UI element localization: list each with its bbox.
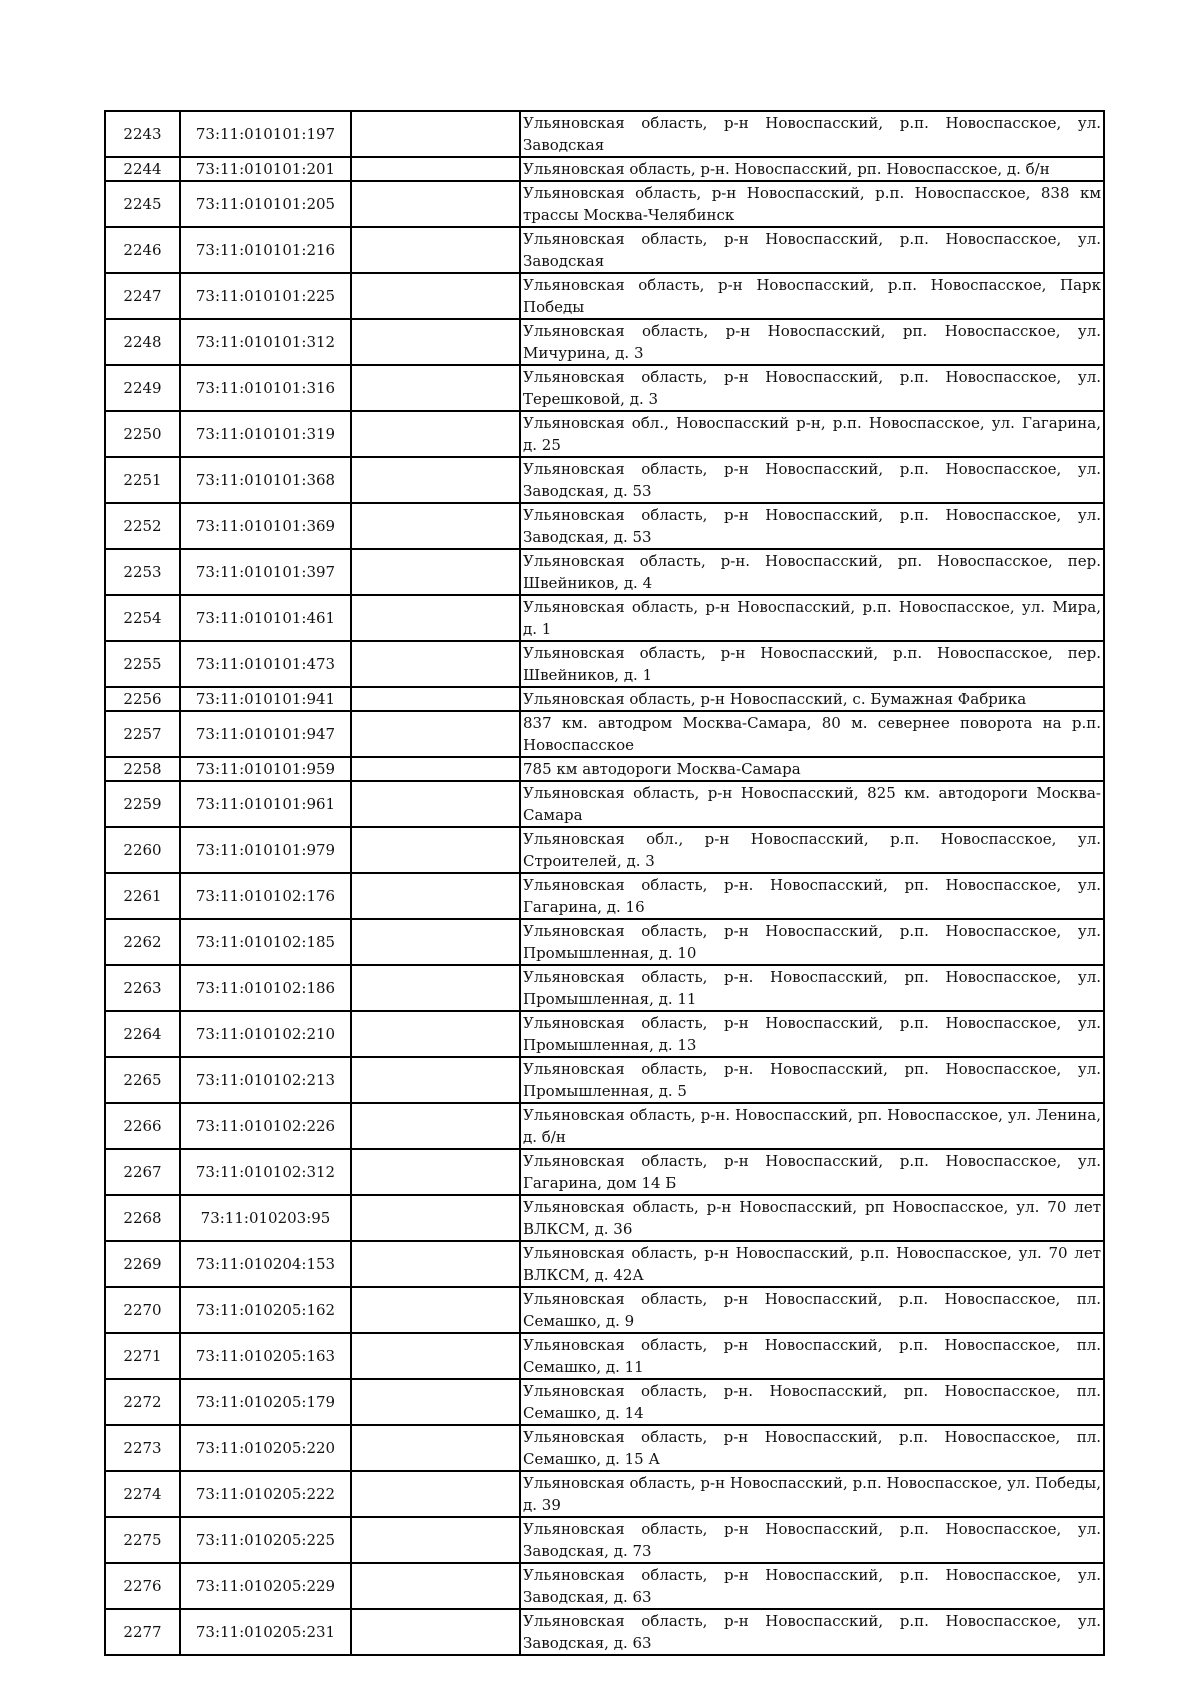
table-row	[105, 111, 1104, 157]
row-number-cell: 2265	[105, 1057, 180, 1103]
table-body	[105, 111, 1104, 1655]
table-row	[105, 919, 1104, 965]
row-number-cell: 2269	[105, 1241, 180, 1287]
cadastral-number-cell: 73:11:010102:312	[180, 1149, 351, 1195]
cadastral-number-cell: 73:11:010101:319	[180, 411, 351, 457]
cadastral-number-cell: 73:11:010205:231	[180, 1609, 351, 1655]
cadastral-number-cell: 73:11:010205:162	[180, 1287, 351, 1333]
row-number-cell: 2262	[105, 919, 180, 965]
empty-cell	[351, 1517, 520, 1563]
empty-cell	[351, 411, 520, 457]
table-row	[105, 757, 1104, 781]
empty-cell	[351, 1333, 520, 1379]
cadastral-number-cell: 73:11:010101:959	[180, 757, 351, 781]
table-row	[105, 503, 1104, 549]
row-number-cell: 2263	[105, 965, 180, 1011]
address-cell: Ульяновская область, р-н Новоспасский, р.п. Новоспасское, ул. Промышленная, д. 10	[520, 919, 1104, 965]
cadastral-number-cell: 73:11:010101:216	[180, 227, 351, 273]
cadastral-number-cell: 73:11:010101:316	[180, 365, 351, 411]
empty-cell	[351, 965, 520, 1011]
empty-cell	[351, 711, 520, 757]
row-number-cell: 2245	[105, 181, 180, 227]
table-row	[105, 157, 1104, 181]
cadastral-number-cell: 73:11:010101:473	[180, 641, 351, 687]
row-number-cell: 2247	[105, 273, 180, 319]
row-number-cell: 2274	[105, 1471, 180, 1517]
empty-cell	[351, 1195, 520, 1241]
empty-cell	[351, 181, 520, 227]
address-cell: Ульяновская область, р-н Новоспасский, р.п. Новоспасское, пл. Семашко, д. 15 А	[520, 1425, 1104, 1471]
address-cell: Ульяновская область, р-н Новоспасский, р.п. Новоспасское, пер. Швейников, д. 1	[520, 641, 1104, 687]
empty-cell	[351, 157, 520, 181]
address-cell: Ульяновская обл., р-н Новоспасский, р.п. Новоспасское, ул. Строителей, д. 3	[520, 827, 1104, 873]
empty-cell	[351, 827, 520, 873]
address-cell: Ульяновская область, р-н Новоспасский, р.п. Новоспасское, пл. Семашко, д. 11	[520, 1333, 1104, 1379]
table-row	[105, 595, 1104, 641]
table-row	[105, 1379, 1104, 1425]
row-number-cell: 2277	[105, 1609, 180, 1655]
table-row	[105, 319, 1104, 365]
address-cell: 837 км. автодром Москва-Самара, 80 м. севернее поворота на р.п. Новоспасское	[520, 711, 1104, 757]
address-cell: Ульяновская область, р-н Новоспасский, р.п. Новоспасское, ул. Заводская, д. 73	[520, 1517, 1104, 1563]
table-row	[105, 711, 1104, 757]
empty-cell	[351, 1471, 520, 1517]
address-cell: Ульяновская область, р-н Новоспасский, р.п. Новоспасское, ул. Терешковой, д. 3	[520, 365, 1104, 411]
address-cell: Ульяновская область, р-н Новоспасский, рп Новоспасское, ул. 70 лет ВЛКСМ, д. 36	[520, 1195, 1104, 1241]
table-row	[105, 1517, 1104, 1563]
cadastral-number-cell: 73:11:010102:185	[180, 919, 351, 965]
address-cell: Ульяновская область, р-н. Новоспасский, рп. Новоспасское, пл. Семашко, д. 14	[520, 1379, 1104, 1425]
cadastral-number-cell: 73:11:010101:461	[180, 595, 351, 641]
empty-cell	[351, 1103, 520, 1149]
empty-cell	[351, 919, 520, 965]
row-number-cell: 2253	[105, 549, 180, 595]
row-number-cell: 2257	[105, 711, 180, 757]
row-number-cell: 2249	[105, 365, 180, 411]
cadastral-number-cell: 73:11:010101:941	[180, 687, 351, 711]
empty-cell	[351, 1287, 520, 1333]
empty-cell	[351, 1609, 520, 1655]
cadastral-number-cell: 73:11:010101:947	[180, 711, 351, 757]
table-row	[105, 1609, 1104, 1655]
address-cell: Ульяновская область, р-н Новоспасский, с. Бумажная Фабрика	[520, 687, 1104, 711]
cadastral-number-cell: 73:11:010205:220	[180, 1425, 351, 1471]
address-cell: Ульяновская область, р-н Новоспасский, 825 км. автодороги Москва-Самара	[520, 781, 1104, 827]
address-cell: Ульяновская область, р-н. Новоспасский, рп. Новоспасское, пер. Швейников, д. 4	[520, 549, 1104, 595]
address-cell: Ульяновская область, р-н Новоспасский, р.п. Новоспасское, ул. Заводская	[520, 111, 1104, 157]
table-row	[105, 827, 1104, 873]
address-cell: Ульяновская область, р-н Новоспасский, р.п. Новоспасское, ул. Победы, д. 39	[520, 1471, 1104, 1517]
table-row	[105, 411, 1104, 457]
empty-cell	[351, 1379, 520, 1425]
row-number-cell: 2266	[105, 1103, 180, 1149]
row-number-cell: 2250	[105, 411, 180, 457]
row-number-cell: 2268	[105, 1195, 180, 1241]
cadastral-number-cell: 73:11:010101:368	[180, 457, 351, 503]
table-row	[105, 549, 1104, 595]
table-row	[105, 181, 1104, 227]
empty-cell	[351, 1149, 520, 1195]
table-row	[105, 1241, 1104, 1287]
empty-cell	[351, 1241, 520, 1287]
address-cell: Ульяновская область, р-н Новоспасский, р.п. Новоспасское, ул. Мира, д. 1	[520, 595, 1104, 641]
empty-cell	[351, 365, 520, 411]
empty-cell	[351, 687, 520, 711]
address-cell: Ульяновская область, р-н Новоспасский, р.п. Новоспасское, ул. Гагарина, дом 14 Б	[520, 1149, 1104, 1195]
cadastral-number-cell: 73:11:010102:213	[180, 1057, 351, 1103]
cadastral-number-cell: 73:11:010102:186	[180, 965, 351, 1011]
address-cell: Ульяновская область, р-н Новоспасский, р.п. Новоспасское, ул. Заводская, д. 53	[520, 503, 1104, 549]
empty-cell	[351, 1057, 520, 1103]
address-cell: Ульяновская область, р-н. Новоспасский, рп. Новоспасское, ул. Промышленная, д. 11	[520, 965, 1104, 1011]
cadastral-number-cell: 73:11:010101:225	[180, 273, 351, 319]
row-number-cell: 2243	[105, 111, 180, 157]
empty-cell	[351, 595, 520, 641]
empty-cell	[351, 873, 520, 919]
row-number-cell: 2270	[105, 1287, 180, 1333]
cadastral-number-cell: 73:11:010205:222	[180, 1471, 351, 1517]
cadastral-number-cell: 73:11:010205:229	[180, 1563, 351, 1609]
row-number-cell: 2252	[105, 503, 180, 549]
address-cell: Ульяновская область, р-н Новоспасский, р.п. Новоспасское, ул. 70 лет ВЛКСМ, д. 42А	[520, 1241, 1104, 1287]
empty-cell	[351, 111, 520, 157]
cadastral-number-cell: 73:11:010205:179	[180, 1379, 351, 1425]
cadastral-number-cell: 73:11:010101:979	[180, 827, 351, 873]
empty-cell	[351, 227, 520, 273]
cadastral-number-cell: 73:11:010101:312	[180, 319, 351, 365]
table-row	[105, 873, 1104, 919]
address-cell: Ульяновская область, р-н. Новоспасский, рп. Новоспасское, д. б/н	[520, 157, 1104, 181]
empty-cell	[351, 549, 520, 595]
address-cell: Ульяновская область, р-н Новоспасский, р.п. Новоспасское, 838 км трассы Москва-Челябинск	[520, 181, 1104, 227]
empty-cell	[351, 503, 520, 549]
cadastral-number-cell: 73:11:010101:397	[180, 549, 351, 595]
property-registry-table	[104, 110, 1105, 1656]
row-number-cell: 2248	[105, 319, 180, 365]
table-row	[105, 1425, 1104, 1471]
empty-cell	[351, 757, 520, 781]
cadastral-number-cell: 73:11:010101:201	[180, 157, 351, 181]
address-cell: Ульяновская область, р-н. Новоспасский, рп. Новоспасское, ул. Ленина, д. б/н	[520, 1103, 1104, 1149]
address-cell: Ульяновская область, р-н Новоспасский, р.п. Новоспасское, Парк Победы	[520, 273, 1104, 319]
row-number-cell: 2251	[105, 457, 180, 503]
row-number-cell: 2275	[105, 1517, 180, 1563]
row-number-cell: 2259	[105, 781, 180, 827]
table-row	[105, 365, 1104, 411]
cadastral-number-cell: 73:11:010101:369	[180, 503, 351, 549]
cadastral-number-cell: 73:11:010101:197	[180, 111, 351, 157]
table-row	[105, 965, 1104, 1011]
address-cell: Ульяновская область, р-н. Новоспасский, рп. Новоспасское, ул. Промышленная, д. 5	[520, 1057, 1104, 1103]
empty-cell	[351, 781, 520, 827]
cadastral-number-cell: 73:11:010205:163	[180, 1333, 351, 1379]
cadastral-number-cell: 73:11:010101:205	[180, 181, 351, 227]
table-row	[105, 1011, 1104, 1057]
address-cell: Ульяновская обл., Новоспасский р-н, р.п. Новоспасское, ул. Гагарина, д. 25	[520, 411, 1104, 457]
cadastral-number-cell: 73:11:010102:226	[180, 1103, 351, 1149]
cadastral-number-cell: 73:11:010205:225	[180, 1517, 351, 1563]
empty-cell	[351, 1425, 520, 1471]
address-cell: 785 км автодороги Москва-Самара	[520, 757, 1104, 781]
row-number-cell: 2258	[105, 757, 180, 781]
row-number-cell: 2261	[105, 873, 180, 919]
address-cell: Ульяновская область, р-н Новоспасский, рп. Новоспасское, ул. Мичурина, д. 3	[520, 319, 1104, 365]
address-cell: Ульяновская область, р-н Новоспасский, р.п. Новоспасское, ул. Заводская	[520, 227, 1104, 273]
empty-cell	[351, 273, 520, 319]
empty-cell	[351, 1563, 520, 1609]
row-number-cell: 2271	[105, 1333, 180, 1379]
table-row	[105, 1057, 1104, 1103]
row-number-cell: 2272	[105, 1379, 180, 1425]
row-number-cell: 2273	[105, 1425, 180, 1471]
table-row	[105, 1149, 1104, 1195]
table-row	[105, 273, 1104, 319]
table-row	[105, 687, 1104, 711]
address-cell: Ульяновская область, р-н. Новоспасский, рп. Новоспасское, ул. Гагарина, д. 16	[520, 873, 1104, 919]
row-number-cell: 2267	[105, 1149, 180, 1195]
cadastral-number-cell: 73:11:010102:210	[180, 1011, 351, 1057]
address-cell: Ульяновская область, р-н Новоспасский, р.п. Новоспасское, ул. Заводская, д. 53	[520, 457, 1104, 503]
row-number-cell: 2254	[105, 595, 180, 641]
table-row	[105, 781, 1104, 827]
address-cell: Ульяновская область, р-н Новоспасский, р.п. Новоспасское, ул. Заводская, д. 63	[520, 1609, 1104, 1655]
empty-cell	[351, 641, 520, 687]
row-number-cell: 2255	[105, 641, 180, 687]
table-row	[105, 457, 1104, 503]
cadastral-number-cell: 73:11:010102:176	[180, 873, 351, 919]
table-row	[105, 641, 1104, 687]
cadastral-number-cell: 73:11:010204:153	[180, 1241, 351, 1287]
table-row	[105, 1333, 1104, 1379]
empty-cell	[351, 457, 520, 503]
cadastral-number-cell: 73:11:010203:95	[180, 1195, 351, 1241]
empty-cell	[351, 319, 520, 365]
table-row	[105, 1103, 1104, 1149]
cadastral-number-cell: 73:11:010101:961	[180, 781, 351, 827]
row-number-cell: 2256	[105, 687, 180, 711]
empty-cell	[351, 1011, 520, 1057]
row-number-cell: 2244	[105, 157, 180, 181]
table-row	[105, 1563, 1104, 1609]
table-row	[105, 1471, 1104, 1517]
row-number-cell: 2260	[105, 827, 180, 873]
address-cell: Ульяновская область, р-н Новоспасский, р.п. Новоспасское, ул. Промышленная, д. 13	[520, 1011, 1104, 1057]
table-row	[105, 1287, 1104, 1333]
address-cell: Ульяновская область, р-н Новоспасский, р.п. Новоспасское, ул. Заводская, д. 63	[520, 1563, 1104, 1609]
table-row	[105, 1195, 1104, 1241]
row-number-cell: 2276	[105, 1563, 180, 1609]
row-number-cell: 2264	[105, 1011, 180, 1057]
address-cell: Ульяновская область, р-н Новоспасский, р.п. Новоспасское, пл. Семашко, д. 9	[520, 1287, 1104, 1333]
row-number-cell: 2246	[105, 227, 180, 273]
table-row	[105, 227, 1104, 273]
